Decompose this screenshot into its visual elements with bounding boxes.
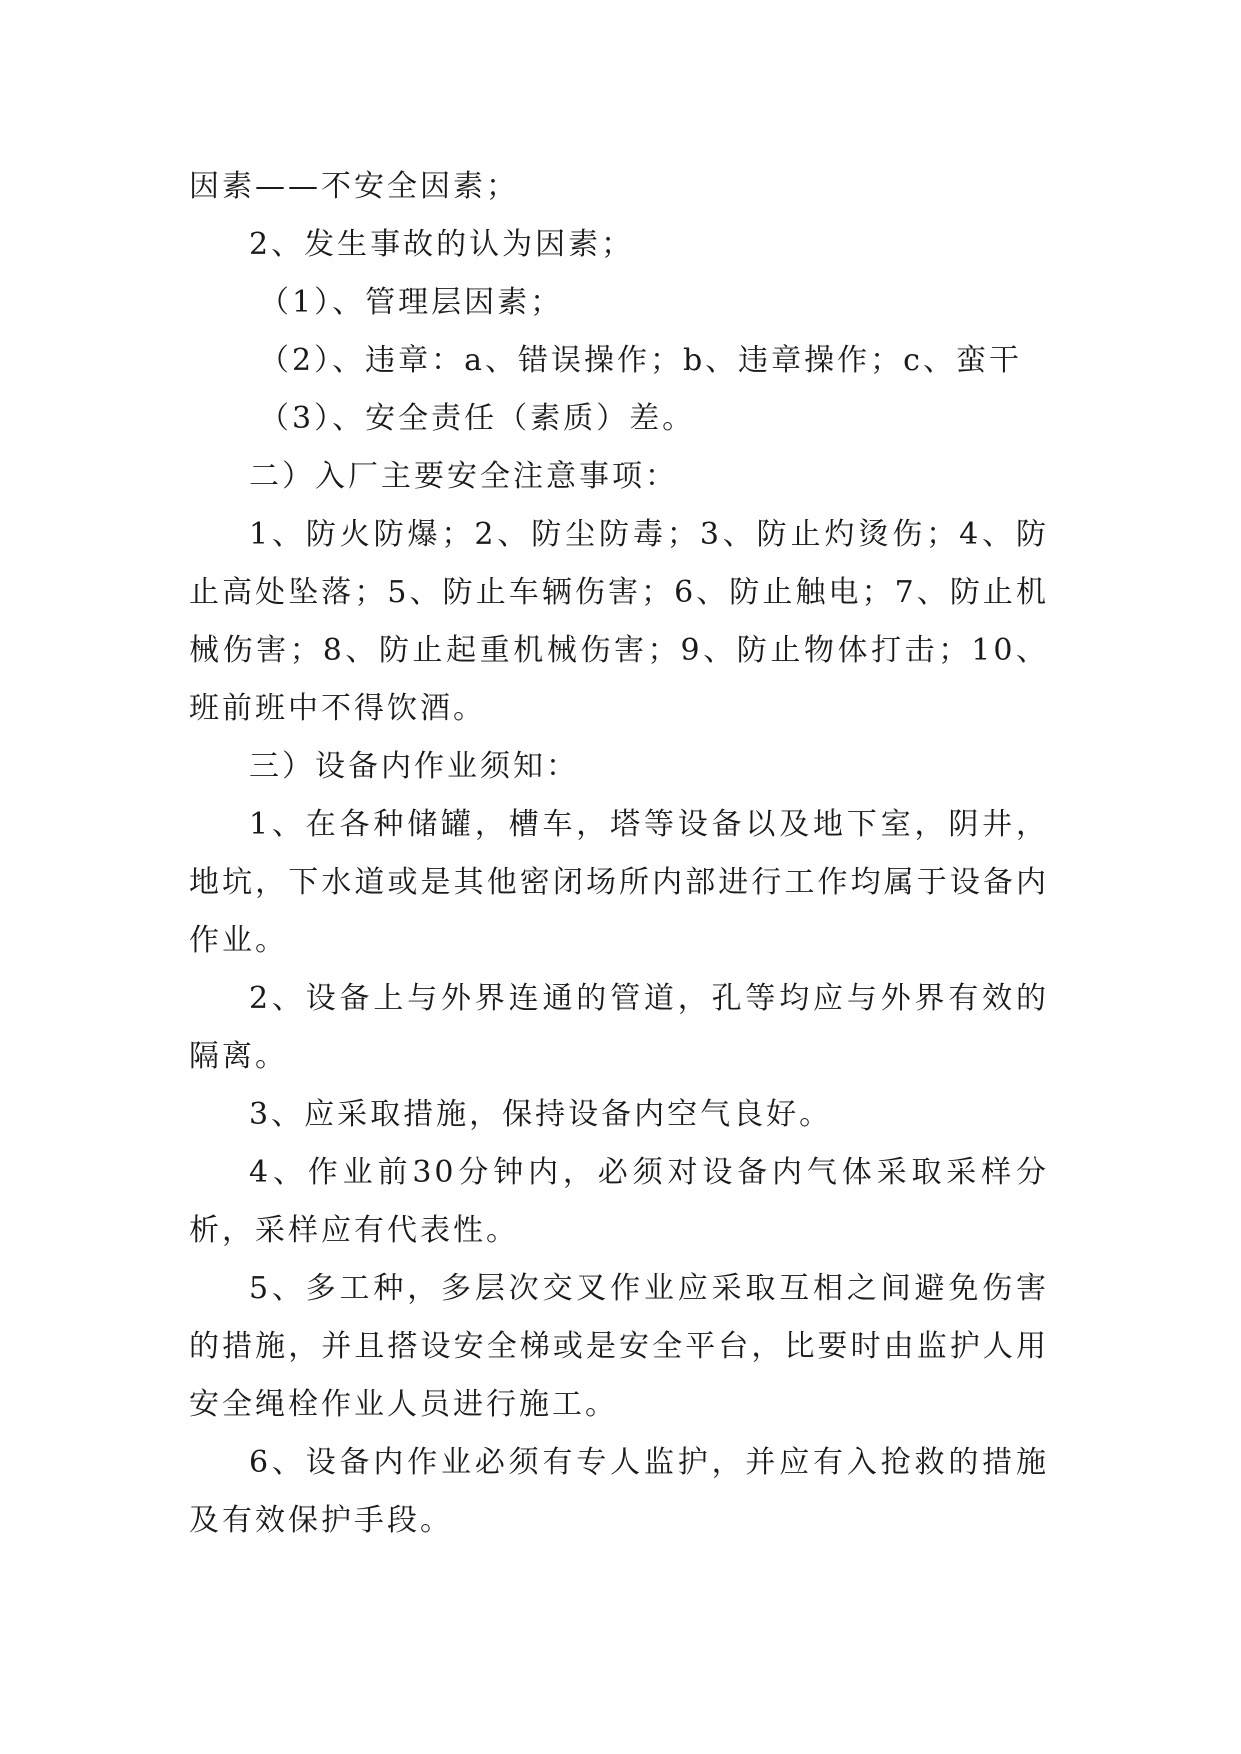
paragraph-rule-3: 3、应采取措施，保持设备内空气良好。 [249, 1097, 833, 1132]
section-heading-3: 三）设备内作业须知： [249, 749, 579, 784]
paragraph-rule-1: 1、在各种储罐，槽车，塔等设备以及地下室，阴井，地坑，下水道或是其他密闭场所内部进行工作均属于设备内作业。 [189, 807, 1049, 958]
paragraph-rule-4: 4、作业前30分钟内，必须对设备内气体采取采样分析，采样应有代表性。 [189, 1155, 1049, 1248]
paragraph-continuation: 因素——不安全因素； [189, 169, 519, 204]
paragraph-rule-5: 5、多工种，多层次交叉作业应采取互相之间避免伤害的措施，并且搭设安全梯或是安全平台，比要时由监护人用安全绳栓作业人员进行施工。 [189, 1271, 1049, 1422]
paragraph-precautions-list: 1、防火防爆；2、防尘防毒；3、防止灼烫伤；4、防止高处坠落；5、防止车辆伤害；6、防止触电；7、防止机械伤害；8、防止起重机械伤害；9、防止物体打击；10、班前班中不得饮酒。 [189, 517, 1049, 726]
document-body [189, 158, 1049, 1550]
paragraph-rule-6: 6、设备内作业必须有专人监护，并应有入抢救的措施及有效保护手段。 [189, 1445, 1049, 1538]
paragraph-subitem-3: （3）、安全责任（素质）差。 [259, 401, 696, 436]
paragraph-item-2: 2、发生事故的认为因素； [249, 227, 635, 262]
paragraph-subitem-2: （2）、违章：a、错误操作；b、违章操作；c、蛮干 [259, 343, 1022, 378]
paragraph-subitem-1: （1）、管理层因素； [259, 285, 564, 320]
paragraph-rule-2: 2、设备上与外界连通的管道，孔等均应与外界有效的隔离。 [189, 981, 1049, 1074]
section-heading-2: 二）入厂主要安全注意事项： [249, 459, 678, 494]
